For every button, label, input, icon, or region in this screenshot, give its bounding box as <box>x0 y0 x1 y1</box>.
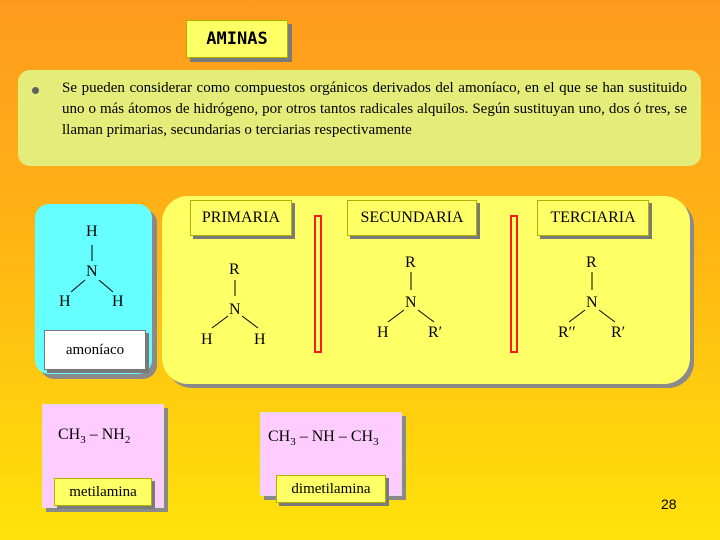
ammonia-h-left: H <box>59 293 71 310</box>
tertiary-r-prime: R′ <box>611 324 626 341</box>
secondary-label: SECUNDARIA <box>347 200 477 236</box>
slide-title: AMINAS <box>186 20 288 58</box>
ammonia-name: amoníaco <box>44 330 146 370</box>
ammonia-n: N <box>86 263 98 280</box>
secondary-r-prime: R′ <box>428 324 443 341</box>
secondary-r: R <box>405 254 416 271</box>
bullet-icon <box>32 87 39 94</box>
tertiary-n: N <box>586 294 598 311</box>
intro-paragraph <box>18 70 701 166</box>
tertiary-r-double-prime: R′′ <box>558 324 576 341</box>
secondary-example-formula: $CH_3$ – NH – $CH_3$ <box>268 428 379 449</box>
ammonia-h-top: H <box>86 223 98 240</box>
secondary-h: H <box>377 324 389 341</box>
page-number: 28 <box>661 496 677 512</box>
ammonia-h-right: H <box>112 293 124 310</box>
primary-example-formula: $CH_3 - NH_2$ <box>58 426 131 447</box>
primary-label: PRIMARIA <box>190 200 292 236</box>
secondary-n: N <box>405 294 417 311</box>
intro-text: Se pueden considerar como compuestos orgánicos derivados del amoníaco, en el que se han sustituido uno o más átomos de hidrógeno, por otros tantos radicales alquilos. Según sustituyan uno, dos ó tres, se llaman primarias, secundarias o terciarias respectivamente <box>62 80 687 138</box>
primary-r: R <box>229 261 240 278</box>
primary-h-right: H <box>254 331 266 348</box>
tertiary-label: TERCIARIA <box>537 200 649 236</box>
tertiary-r: R <box>586 254 597 271</box>
primary-example-name: metilamina <box>54 478 152 506</box>
primary-n: N <box>229 301 241 318</box>
secondary-example-name: dimetilamina <box>276 475 386 503</box>
primary-h-left: H <box>201 331 213 348</box>
